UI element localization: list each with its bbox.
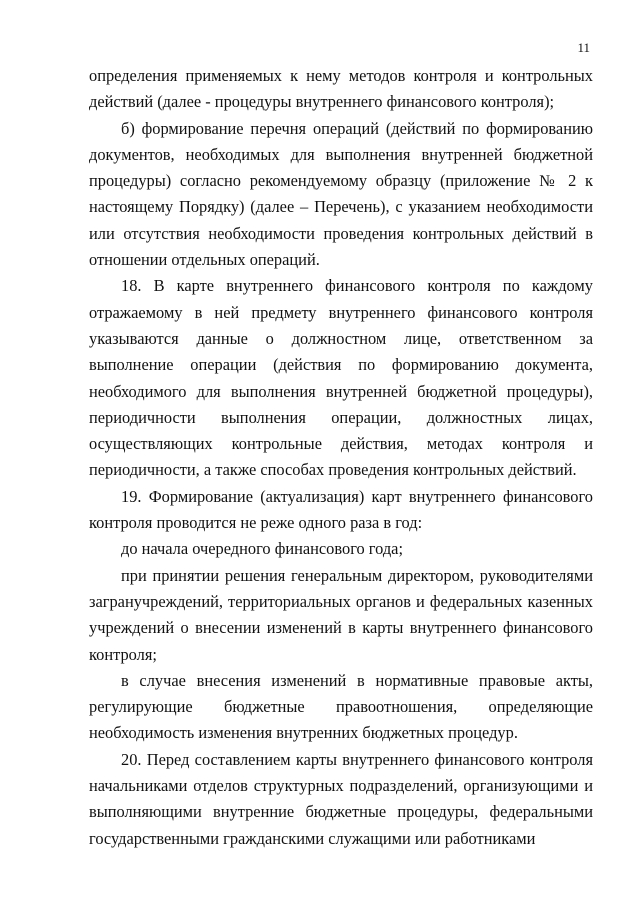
paragraph-item-b: б) формирование перечня операций (действий по формированию документов, необходимых для выполнения внутренней бюджетной процедуры) согласно рекомендуемому образцу (приложение № 2 к настоящему Порядку) (далее – Перечень), с указанием необходимости или отсутствия необходимости проведения контрольных действий в отношении отдельных операций. [89, 118, 593, 270]
paragraph-continuation: определения применяемых к нему методов контроля и контрольных действий (далее - процедуры внутреннего финансового контроля); [89, 66, 593, 112]
paragraph-19-condition-2: при принятии решения генеральным директором, руководителями загранучреждений, территориальных органов и федеральных казенных учреждений о внесении изменений в карты внутреннего финансового контроля; [89, 565, 593, 664]
paragraph-18: 18. В карте внутреннего финансового контроля по каждому отражаемому в ней предмету внутреннего финансового контроля указываются данные о должностном лице, ответственном за выполнение операции (действия по формированию документа, необходимого для выполнения внутренней бюджетной процедуры), периодичности выполнения операции, должностных лицах, осуществляющих контрольные действия, методах контроля и периодичности, а также способах проведения контрольных действий. [89, 276, 593, 480]
paragraph-19-condition-1: до начала очередного финансового года; [121, 539, 404, 559]
paragraph-19: 19. Формирование (актуализация) карт внутреннего финансового контроля проводится не реже одного раза в год: [89, 486, 593, 533]
paragraph-20: 20. Перед составлением карты внутреннего финансового контроля начальниками отделов структурных подразделений, организующими и выполняющими внутренние бюджетные процедуры, федеральными государственными гражданскими служащими или работниками [89, 749, 593, 848]
document-body [89, 63, 593, 852]
paragraph-19-condition-3: в случае внесения изменений в нормативные правовые акты, регулирующие бюджетные правоотношения, определяющие необходимость изменения внутренних бюджетных процедур. [89, 670, 593, 743]
page-number: 11 [577, 40, 590, 55]
